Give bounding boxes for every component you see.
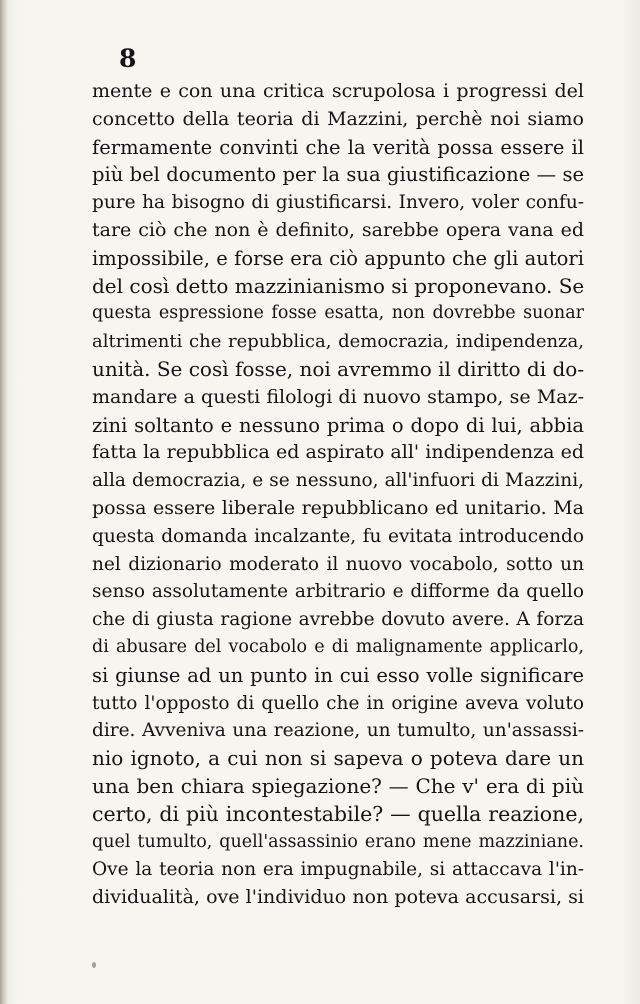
text-line: fermamente convinti che la verità possa essere il: [92, 135, 584, 159]
text-line: nel dizionario moderato il nuovo vocabolo, sotto un: [92, 553, 584, 575]
text-line: questa domanda incalzante, fu evitata introducendo: [92, 525, 584, 547]
text-line: mente e con una critica scrupolosa i progressi del: [92, 80, 584, 102]
text-line: dividualità, ove l'individuo non poteva accusarsi, si: [92, 886, 584, 909]
text-line: che di giusta ragione avrebbe dovuto avere. A forza: [92, 609, 584, 631]
text-line: di abusare del vocabolo e di malignamente applicarlo,: [92, 636, 584, 657]
text-line: pure ha bisogno di giustificarsi. Invero, voler confu-: [92, 192, 584, 214]
text-line: alla democrazia, e se nessuno, all'infuori di Mazzini,: [92, 470, 584, 492]
text-line: fatta la repubblica ed aspirato all' indipendenza ed: [92, 441, 584, 464]
page-spine-shadow: [0, 0, 8, 1004]
text-line: nio ignoto, a cui non si sapeva o poteva dare un: [92, 746, 584, 771]
text-line: impossibile, e forse era ciò appunto che gli autori: [92, 246, 584, 270]
text-line: unità. Se così fosse, noi avremmo il diritto di do-: [92, 356, 585, 381]
body-text: [92, 78, 584, 912]
text-line: mandare a questi filologi di nuovo stampo, se Maz-: [92, 385, 584, 408]
ink-smudge: [92, 962, 96, 968]
page-number: 8: [119, 44, 137, 73]
text-line: tutto l'opposto di quello che in origine aveva voluto: [92, 692, 584, 714]
text-line: Ove la teoria non era impugnabile, si attaccava l'in-: [92, 859, 584, 881]
text-line: quel tumulto, quell'assassinio erano mene mazziniane.: [92, 831, 584, 852]
text-line: certo, di più incontestabile? — quella reazione,: [92, 801, 584, 826]
text-line: concetto della teoria di Mazzini, perchè noi siamo: [92, 107, 584, 130]
text-line: questa espressione fosse esatta, non dovrebbe suonar: [92, 303, 584, 324]
text-line: possa essere liberale repubblicano ed unitario. Ma: [92, 496, 584, 519]
text-line: si giunse ad un punto in cui esso volle significare: [92, 663, 584, 687]
text-line: una ben chiara spiegazione? — Che v' era di più: [92, 773, 584, 798]
text-line: dire. Avveniva una reazione, un tumulto, un'assassi-: [92, 720, 584, 742]
text-line: del così detto mazzinianismo si proponevano. Se: [92, 273, 585, 298]
text-line: altrimenti che repubblica, democrazia, indipendenza,: [92, 331, 584, 353]
text-line: più bel documento per la sua giustificazione — se: [92, 163, 584, 187]
text-line: senso assolutamente arbitrario e difforme da quello: [92, 581, 584, 603]
text-line: tare ciò che non è definito, sarebbe opera vana ed: [92, 218, 584, 241]
text-line: zini soltanto e nessuno prima o dopo di lui, abbia: [92, 413, 584, 437]
